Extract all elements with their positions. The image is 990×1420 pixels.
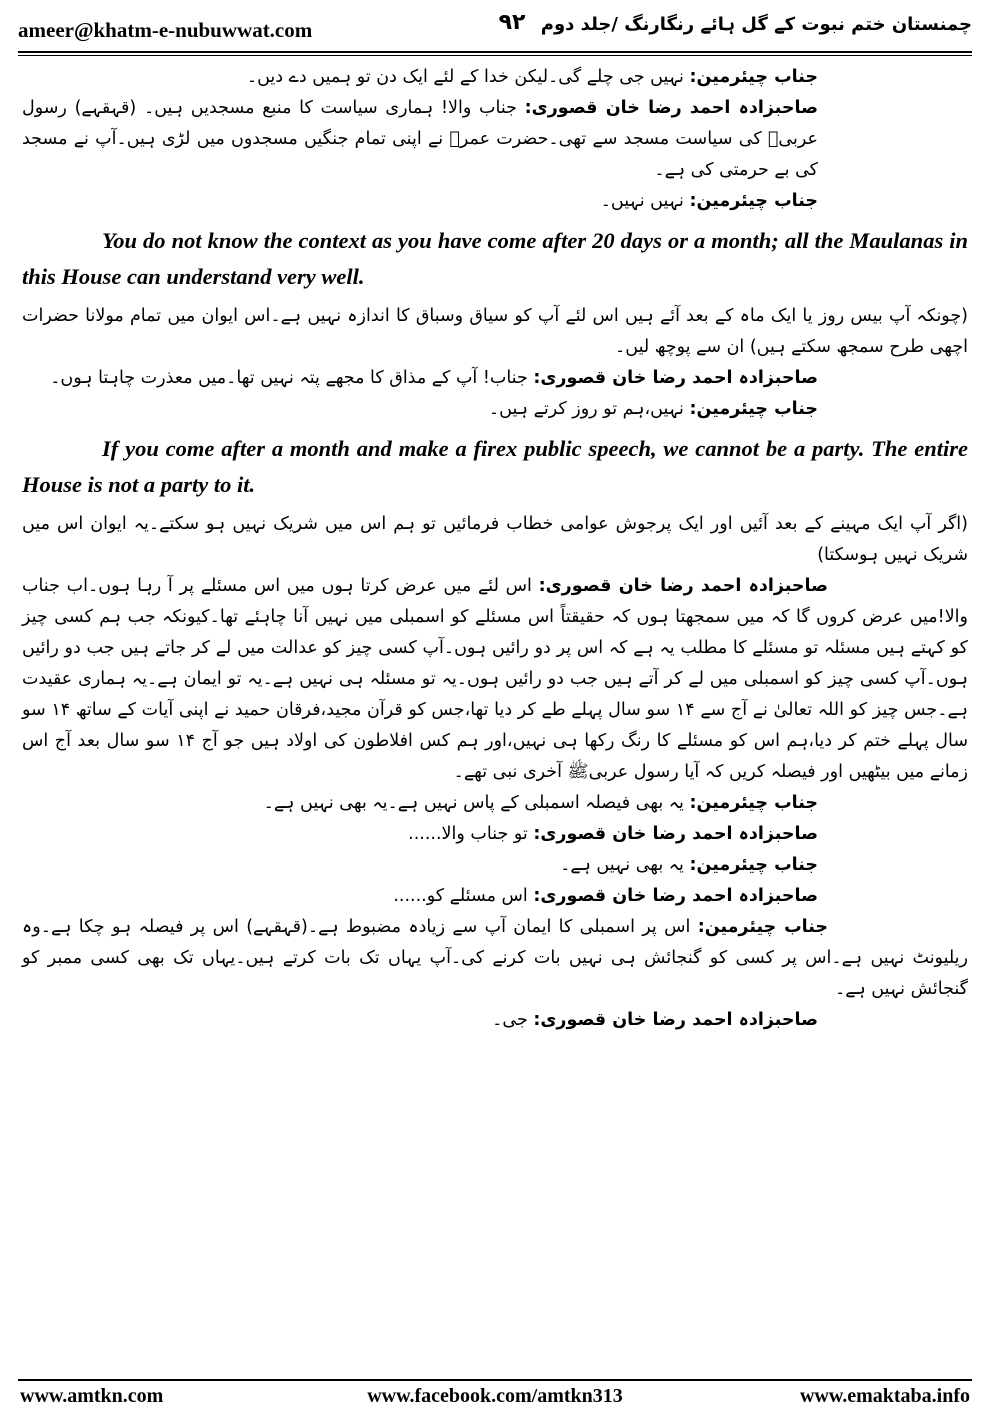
speaker-label: صاحبزادہ احمد رضا خان قصوری: [538,576,828,596]
dialogue-text: اس مسئلے کو...... [393,886,528,906]
dialogue-text: اس پر اسمبلی کا ایمان آپ سے زیادہ مضبوط ہے۔(قہقہے) اس پر فیصلہ ہو چکا ہے۔وہ ریلیونٹ نہیں ہے۔اس پر کسی کو گنجائش ہی نہیں بات کرنے کی۔آپ یہاں تک بات کرتے ہیں۔یہاں تک بھی کسی ممبر کو گنجائش نہیں ہے۔ [22,917,968,999]
dialogue-line [22,1005,968,1036]
dialogue-text: اس لئے میں عرض کرتا ہوں میں اس مسئلے پر آ رہا ہوں۔اب جناب والا!میں عرض کروں گا کہ میں سمجھتا ہوں کہ حقیقتاً اس مسئلے کو اسمبلی میں نہیں آنا چاہئے تھا۔کیونکہ جب ہم کسی چیز کو کہتے ہیں مسئلہ تو مسئلے کا مطلب یہ ہے کہ اس پر دو رائیں ہوں۔آپ کسی چیز کو عدالت میں لے کر جاتے ہیں جب دو رائیں ہوں۔آپ کسی چیز کو اسمبلی میں لے کر آتے ہیں جب دو رائیں ہوں۔یہ تو مسئلہ ہی نہیں ہے۔یہ تو ایمان ہے۔یہ ہماری عقیدت ہے۔جس چیز کو اللہ تعالیٰ نے آج سے ۱۴ سو سال پہلے طے کر دیا تھا،جس کو قرآن مجید،فرقان حمید نے اپنی آیات کے ساتھ ۱۴ سو سال پہلے ختم کر دیا،ہم اس کو مسئلے کا رنگ رکھا ہی نہیں،اور ہم کس افلاطون کی اولاد ہیں جو آج ۱۴ سو سال بعد آج اس زمانے میں بیٹھیں اور فیصلہ کریں کہ آیا رسول عربیﷺ آخری نبی تھے۔ [22,576,968,782]
footer-link-emaktaba[interactable]: www.emaktaba.info [799,1385,970,1407]
speaker-label: جناب چیئرمین: [689,67,818,87]
header-rule-thin [18,55,972,56]
dialogue-text: جی۔ [492,1010,528,1030]
dialogue-text: یہ بھی فیصلہ اسمبلی کے پاس نہیں ہے۔یہ بھی نہیں ہے۔ [263,793,684,813]
speaker-label: جناب چیئرمین: [689,855,818,875]
dialogue-line [22,394,968,425]
dialogue-text: نہیں جی چلے گی۔لیکن خدا کے لئے ایک دن تو ہمیں دے دیں۔ [246,67,684,87]
speaker-label: صاحبزادہ احمد رضا خان قصوری: [533,886,818,906]
speaker-label: جناب چیئرمین: [697,917,828,937]
speaker-label: جناب چیئرمین: [689,399,818,419]
speaker-label: جناب چیئرمین: [689,191,818,211]
page-footer [20,1385,970,1415]
dialogue-line [22,881,968,912]
dialogue-text: جناب! آپ کے مذاق کا مجھے پتہ نہیں تھا۔میں معذرت چاہتا ہوں۔ [50,368,528,388]
dialogue-line [22,62,968,93]
urdu-translation: (اگر آپ ایک مہینے کے بعد آئیں اور ایک پرجوش عوامی خطاب فرمائیں تو ہم اس میں شریک نہیں ہو سکتے۔یہ ایوان اس میں شریک نہیں ہوسکتا) [22,514,968,565]
dialogue-line [22,186,968,217]
dialogue-line [22,850,968,881]
footer-rule [18,1379,972,1381]
page-number: ۹۲ [498,10,526,35]
header-rule [18,51,972,53]
dialogue-line [22,93,968,186]
speaker-label: صاحبزادہ احمد رضا خان قصوری: [533,1010,818,1030]
footer-link-amtkn[interactable]: www.amtkn.com [20,1385,164,1407]
speaker-label: صاحبزادہ احمد رضا خان قصوری: [533,368,818,388]
dialogue-text: تو جناب والا...... [408,824,528,844]
speaker-label: جناب چیئرمین: [689,793,818,813]
urdu-translation: (چونکہ آپ بیس روز یا ایک ماہ کے بعد آئے ہیں اس لئے آپ کو سیاق وسباق کا اندازہ نہیں ہے۔اس ایوان میں تمام مولانا حضرات اچھی طرح سمجھ سکتے ہیں) ان سے پوچھ لیں۔ [22,306,968,357]
speaker-label: صاحبزادہ احمد رضا خان قصوری: [524,98,818,118]
dialogue-line [22,363,968,394]
dialogue-text: نہیں،ہم تو روز کرتے ہیں۔ [488,399,684,419]
dialogue-text: یہ بھی نہیں ہے۔ [560,855,684,875]
dialogue-text: جناب والا! ہماری سیاست کا منبع مسجدیں ہیں۔ (قہقہے) رسول عربیﷺ کی سیاست مسجد سے تھی۔حضرت عمرؓ نے اپنی تمام جنگیں مسجدوں میں لڑی ہیں۔آپ نے مسجد کی بے حرمتی کی ہے۔ [22,98,818,180]
book-title: چمنستان ختم نبوت کے گل ہائے رنگارنگ /جلد دوم [540,14,972,35]
speaker-label: صاحبزادہ احمد رضا خان قصوری: [533,824,818,844]
dialogue-line [22,788,968,819]
header-email: ameer@khatm-e-nubuwwat.com [18,18,313,42]
dialogue-paragraph [22,571,968,788]
page-body [22,62,968,1036]
dialogue-line [22,819,968,850]
dialogue-paragraph [22,912,968,1005]
english-quote: If you come after a month and make a firex public speech, we cannot be a party. The entire House is not a party to it. [22,436,968,497]
dialogue-text: نہیں نہیں۔ [600,191,684,211]
footer-link-facebook[interactable]: www.facebook.com/amtkn313 [367,1385,623,1407]
page-header [14,8,976,48]
english-quote: You do not know the context as you have come after 20 days or a month; all the Maulanas in this House can understand very well. [22,228,968,289]
